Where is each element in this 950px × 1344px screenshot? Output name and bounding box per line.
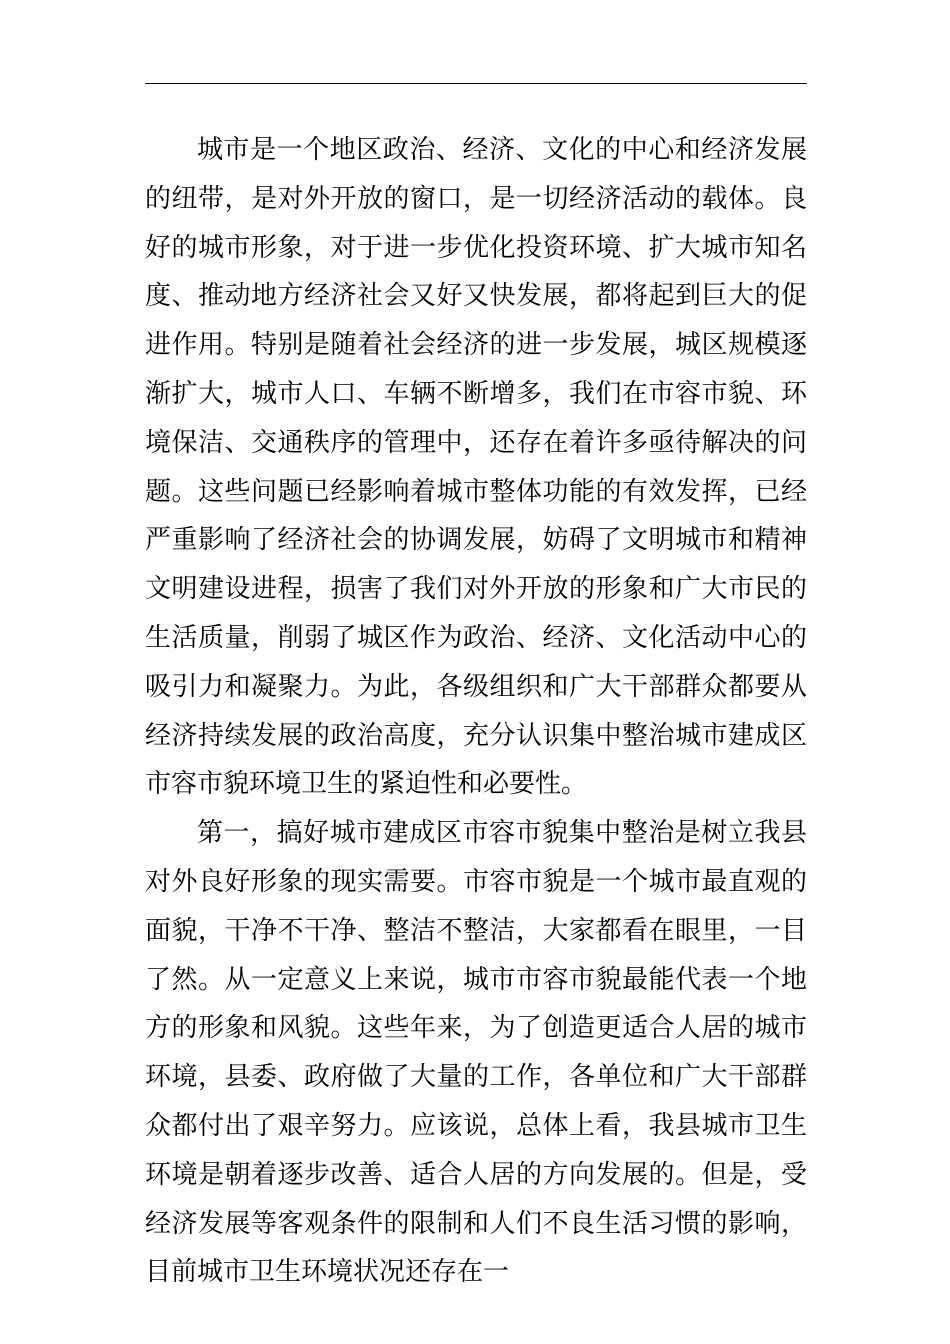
header-rule [145, 83, 807, 84]
document-body [145, 126, 807, 1297]
paragraph-first-point: 第一，搞好城市建成区市容市貌集中整治是树立我县对外良好形象的现实需要。市容市貌是一个城市最直观的面貌，干净不干净、整洁不整洁，大家都看在眼里，一目了然。从一定意义上来说，城市市容市貌最能代表一个地方的形象和风貌。这些年来，为了创造更适合人居的城市环境，县委、政府做了大量的工作，各单位和广大干部群众都付出了艰辛努力。应该说，总体上看，我县城市卫生环境是朝着逐步改善、适合人居的方向发展的。但是，受经济发展等客观条件的限制和人们不良生活习惯的影响，目前城市卫生环境状况还存在一 [145, 818, 807, 1288]
paragraph-intro: 城市是一个地区政治、经济、文化的中心和经济发展的纽带，是对外开放的窗口，是一切经济活动的载体。良好的城市形象，对于进一步优化投资环境、扩大城市知名度、推动地方经济社会又好又快发展，都将起到巨大的促进作用。特别是随着社会经济的进一步发展，城区规模逐渐扩大，城市人口、车辆不断增多，我们在市容市貌、环境保洁、交通秩序的管理中，还存在着许多亟待解决的问题。这些问题已经影响着城市整体功能的有效发挥，已经严重影响了经济社会的协调发展，妨碍了文明城市和精神文明建设进程，损害了我们对外开放的形象和广大市民的生活质量，削弱了城区作为政治、经济、文化活动中心的吸引力和凝聚力。为此，各级组织和广大干部群众都要从经济持续发展的政治高度，充分认识集中整治城市建成区市容市貌环境卫生的紧迫性和必要性。 [145, 135, 807, 800]
